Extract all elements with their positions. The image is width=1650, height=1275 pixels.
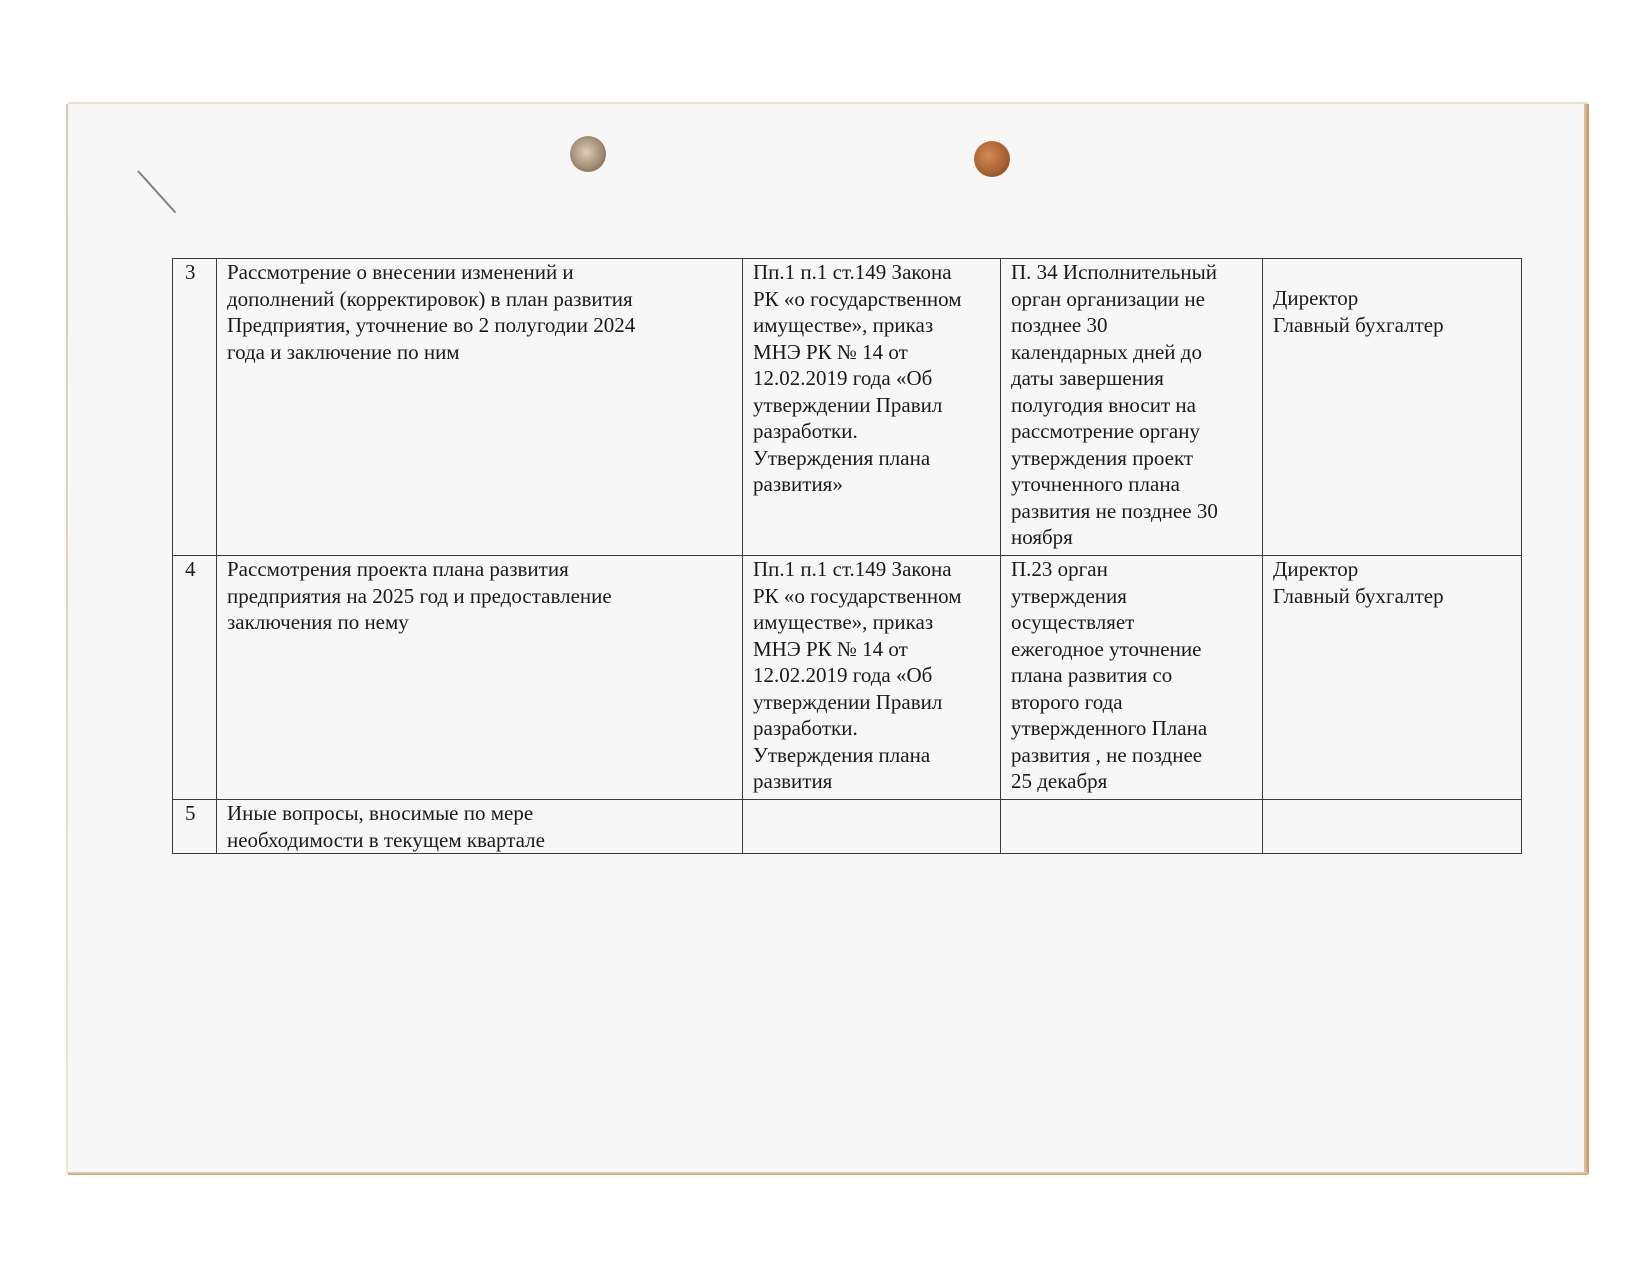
responsible-cell: [1263, 800, 1522, 854]
text-line: Утверждения плана: [753, 445, 931, 470]
paper-edge-right: [1584, 104, 1589, 1174]
paper-edge-top: [68, 102, 1588, 104]
text-line: полугодия вносит на: [1011, 392, 1196, 417]
row-number: 3: [173, 259, 217, 556]
punch-hole-left: [570, 136, 606, 172]
text-line: необходимости в текущем квартале: [227, 827, 545, 852]
responsible-cell: [1263, 556, 1522, 800]
row-number: 4: [173, 556, 217, 800]
text-line: 12.02.2019 года «Об: [753, 663, 933, 687]
text-line: даты завершения: [1011, 366, 1164, 390]
basis-cell: [743, 800, 1001, 854]
question-cell: [217, 800, 743, 854]
text-line: плана развития со: [1011, 663, 1173, 687]
basis-cell: [743, 259, 1001, 556]
text-line: ежегодное уточнение: [1011, 636, 1202, 661]
term-cell: [1001, 259, 1263, 556]
text-line: Иные вопросы, вносимые по мере: [227, 801, 534, 825]
text-line: развития: [753, 769, 833, 793]
text-line: МНЭ РК № 14 от: [753, 339, 908, 364]
text-line: Рассмотрение о внесении изменений и: [227, 260, 574, 284]
text-line: имуществе», приказ: [753, 610, 934, 634]
text-line: РК «о государственном: [753, 583, 962, 608]
text-line: развития не позднее 30: [1011, 498, 1218, 523]
punch-hole-right: [974, 141, 1010, 177]
text-line: утверждения проект: [1011, 445, 1194, 470]
text-line: Директор: [1273, 286, 1359, 310]
text-line: 12.02.2019 года «Об: [753, 366, 933, 390]
term-cell: [1001, 556, 1263, 800]
text-line: Директор: [1273, 557, 1359, 581]
text-line: Утверждения плана: [753, 742, 931, 767]
table-row: [173, 800, 1522, 854]
text-line: орган организации не: [1011, 286, 1205, 311]
text-line: заключения по нему: [227, 610, 409, 634]
plan-table: [172, 258, 1522, 854]
question-cell: [217, 556, 743, 800]
text-line: Главный бухгалтер: [1273, 312, 1444, 337]
text-line: МНЭ РК № 14 от: [753, 636, 908, 661]
text-line: П.23 орган: [1011, 557, 1108, 581]
text-line: календарных дней до: [1011, 339, 1202, 364]
text-line: Пп.1 п.1 ст.149 Закона: [753, 557, 952, 581]
text-line: года и заключение по ним: [227, 339, 460, 364]
paper-edge-bottom: [68, 1172, 1588, 1175]
responsible-cell: [1263, 259, 1522, 556]
text-line: Главный бухгалтер: [1273, 583, 1444, 608]
text-line: развития , не позднее: [1011, 742, 1203, 767]
text-line: ноября: [1011, 525, 1073, 549]
text-line: П. 34 Исполнительный: [1011, 260, 1217, 284]
table-row: [173, 556, 1522, 800]
text-line: рассмотрение органу: [1011, 419, 1200, 443]
text-line: РК «о государственном: [753, 286, 962, 311]
text-line: предприятия на 2025 год и предоставление: [227, 583, 612, 608]
term-cell: [1001, 800, 1263, 854]
text-line: Пп.1 п.1 ст.149 Закона: [753, 260, 952, 284]
text-line: утвержденного Плана: [1011, 716, 1208, 740]
text-line: развития»: [753, 472, 843, 496]
row-number: 5: [173, 800, 217, 854]
text-line: второго года: [1011, 689, 1123, 714]
text-line: разработки.: [753, 419, 858, 443]
table-row: [173, 259, 1522, 556]
text-line: уточненного плана: [1011, 472, 1180, 496]
paper-edge-left: [66, 104, 68, 1174]
text-line: дополнений (корректировок) в план развития: [227, 286, 633, 311]
text-line: утверждении Правил: [753, 689, 943, 714]
text-line: утверждения: [1011, 583, 1127, 608]
basis-cell: [743, 556, 1001, 800]
text-line: имуществе», приказ: [753, 313, 934, 337]
text-line: утверждении Правил: [753, 392, 943, 417]
text-line: 25 декабря: [1011, 769, 1108, 793]
text-line: осуществляет: [1011, 610, 1135, 634]
text-line: позднее 30: [1011, 313, 1108, 337]
text-line: Рассмотрения проекта плана развития: [227, 557, 569, 581]
text-line: разработки.: [753, 716, 858, 740]
text-line: Предприятия, уточнение во 2 полугодии 2024: [227, 313, 636, 337]
question-cell: [217, 259, 743, 556]
